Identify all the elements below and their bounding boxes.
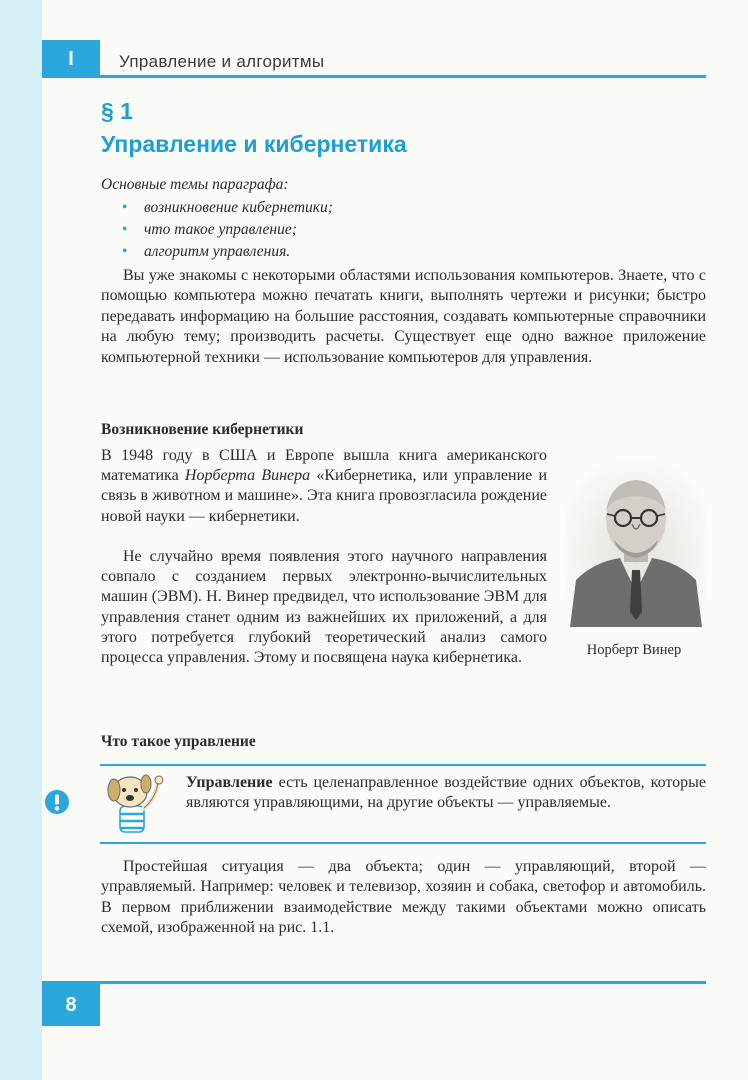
topics-list [122, 197, 333, 263]
wiener-portrait [566, 462, 706, 627]
cybernetics-paragraph-2: Не случайно время появления этого научного направления совпало с созданием первых электронно-вычислительных машин (ЭВМ). Н. Винер предвидел, что использование ЭВМ для управления станет одним из важнейших их приложений, а для этого потребуется глубокий теоретический анализ самого процесса управления. Этому и посвящена наука кибернетика. [101, 548, 547, 667]
cybernetics-paragraph-1: В 1948 году в США и Европе вышла книга американского математика Норберта Винера «Кибернетика, или управление и связь в животном и машине». Эта книга провозгласила рождение новой науки — кибернетики. [101, 447, 548, 525]
section-title: Управление и кибернетика [101, 131, 407, 157]
bullet-icon: • [122, 199, 128, 216]
portrait-caption: Норберт Винер [586, 642, 682, 658]
bullet-icon: • [122, 221, 128, 238]
control-paragraph: Простейшая ситуация — два объекта; один — управляющий, второй — управляемый. Например: человек и телевизор, хозяин и собака, светофор и автомобиль. В первом приближении взаимодействие между такими объектами можно описать схемой, изображенной на рис. 1.1. [101, 858, 706, 937]
left-margin-strip [0, 0, 42, 1080]
definition-top-rule [100, 764, 706, 766]
control-heading: Что такое управление [101, 733, 256, 750]
exclamation-circle-icon [44, 789, 70, 815]
footer-rule [42, 981, 706, 984]
definition-bottom-rule [100, 842, 706, 844]
cybernetics-heading: Возникновение кибернетики [101, 421, 304, 438]
bullet-icon: • [122, 243, 128, 260]
list-item: • алгоритм управления. [122, 241, 333, 263]
chapter-title: Управление и алгоритмы [119, 52, 325, 71]
intro-paragraph: Вы уже знакомы с некоторыми областями использования компьютеров. Знаете, что с помощью компьютера можно печатать книги, выполнять чертежи и рисунки; быстро передавать информацию на большие расстояния, создавать компьютерные справочники на любую тему; производить расчеты. Существует еще одно важное приложение компьютерной техники — использование компьютеров для управления. [101, 267, 706, 366]
wiener-name: Норберта Винера [184, 467, 311, 485]
list-item: • возникновение кибернетики; [122, 197, 333, 219]
list-item: • что такое управление; [122, 219, 333, 241]
control-definition: Управление есть целенаправленное воздействие одних объектов, которые являются управляющими, на другие объекты — управляемые. [186, 774, 706, 812]
header-rule [100, 75, 706, 78]
chapter-number-tab: I [42, 40, 100, 78]
page-number: 8 [42, 984, 100, 1026]
definition-term: Управление [186, 774, 273, 791]
dog-mascot-icon [100, 770, 168, 836]
topics-label: Основные темы параграфа: [101, 176, 289, 193]
section-number: § 1 [101, 98, 133, 124]
